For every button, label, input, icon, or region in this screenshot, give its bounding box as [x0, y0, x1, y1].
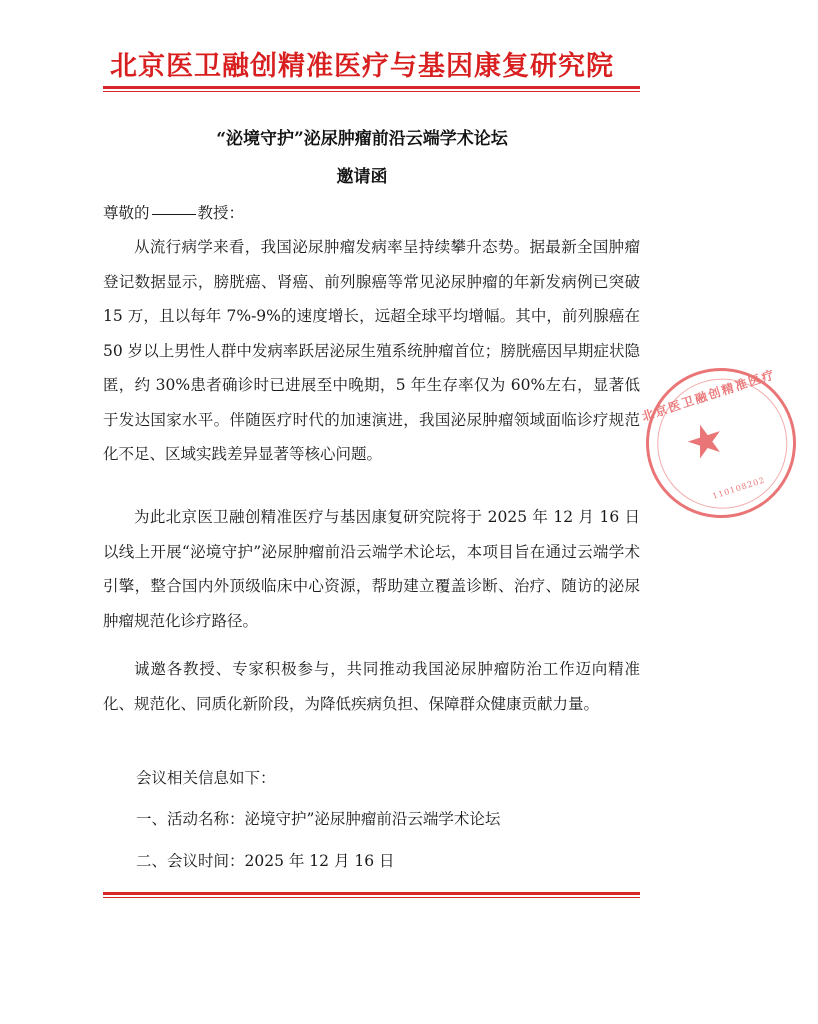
paragraph-invitation: 诚邀各教授、专家积极参与，共同推动我国泌尿肿瘤防治工作迈向精准化、规范化、同质化新阶段，为降低疾病负担、保障群众健康贡献力量。 — [103, 660, 640, 713]
organization-header: 北京医卫融创精准医疗与基因康复研究院 — [110, 51, 614, 82]
footer-divider-thin — [103, 897, 640, 898]
official-seal — [626, 348, 815, 537]
invitation-title: 邀请函 — [336, 167, 388, 187]
header-divider — [103, 86, 640, 92]
meeting-info-activity-name: 一、活动名称：泌境守护”泌尿肿瘤前沿云端学术论坛 — [136, 810, 501, 828]
header-divider-thin — [103, 91, 640, 92]
salutation-suffix: 教授： — [197, 204, 245, 222]
meeting-info-time: 二、会议时间：2025 年 12 月 16 日 — [136, 852, 395, 870]
meeting-info-intro: 会议相关信息如下： — [136, 769, 276, 787]
forum-title: “泌境守护”泌尿肿瘤前沿云端学术论坛 — [216, 129, 508, 149]
footer-divider — [103, 892, 640, 898]
salutation-prefix: 尊敬的 — [103, 204, 150, 222]
name-blank — [152, 214, 196, 215]
seal-text: 北京医卫融创精准医疗 — [639, 367, 778, 424]
header-divider-thick — [103, 86, 640, 89]
paragraph-forum-intro: 为此北京医卫融创精准医疗与基因康复研究院将于 2025 年 12 月 16 日以线上开展“泌境守护”泌尿肿瘤前沿云端学术论坛，本项目旨在通过云端学术引擎，整合国内外顶级临床中心资源，帮助建立覆盖诊断、治疗、随访的泌尿肿瘤规范化诊疗路径。 — [103, 508, 640, 630]
paragraph-background: 从流行病学来看，我国泌尿肿瘤发病率呈持续攀升态势。据最新全国肿瘤登记数据显示，膀胱癌、肾癌、前列腺癌等常见泌尿肿瘤的年新发病例已突破 15 万，且以每年 7%-9%的速度增长，远超全球平均增幅。其中，前列腺癌在 50 岁以上男性人群中发病率跃居泌尿生殖系统肿瘤首位；膀胱癌因早期症状隐匿，约 30%患者确诊时已进展至中晚期，5 年生存率仅为 60%左右，显著低于发达国家水平。伴随医疗时代的加速演进，我国泌尿肿瘤领域面临诊疗规范化不足、区域实践差异显著等核心问题。 — [103, 238, 640, 463]
salutation — [103, 201, 640, 223]
seal-star-icon: ★ — [678, 410, 733, 472]
footer-divider-thick — [103, 892, 640, 895]
seal-code: 110108202 — [711, 475, 767, 501]
